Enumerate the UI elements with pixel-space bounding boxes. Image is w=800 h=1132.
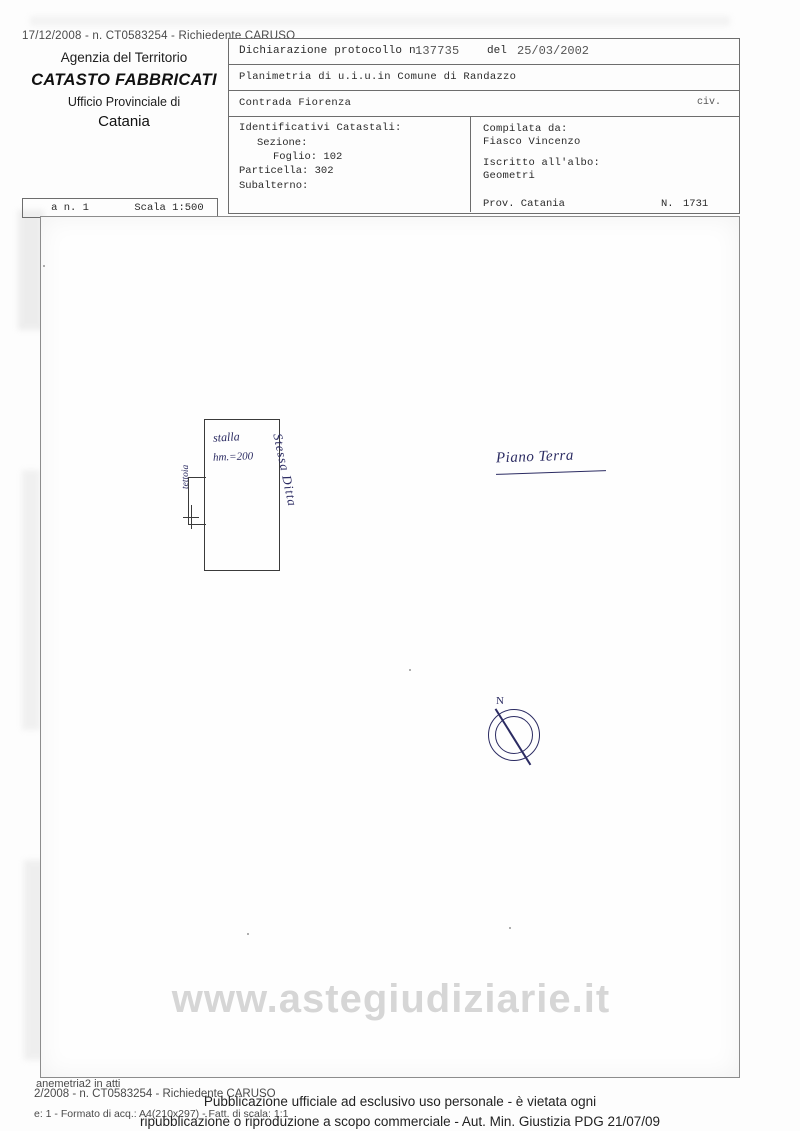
scan-smudge-top [30,16,730,26]
catasto-title: CATASTO FABBRICATI [31,71,217,89]
civic-number-label: civ. [696,97,721,108]
foglio-label: Foglio: [273,151,318,163]
format-stamp-bottom: e: 1 - Formato di acq.: A4(210x297) - Fatt. di scala: 1:1 [34,1108,289,1120]
register-value: Geometri [483,170,536,182]
declaration-row [229,39,739,65]
floor-label: Piano Terra [495,447,575,467]
sezione-label: Sezione: [257,137,308,149]
province-row [483,198,739,210]
identifiers-and-compiler-row [229,117,739,212]
declaration-date: 25/03/2002 [517,44,590,58]
compiler-cell [471,117,739,212]
north-circle-inner [495,716,533,754]
planimetry-row [229,65,739,91]
registration-number-value: 1731 [683,198,709,210]
declaration-number: 137735 [415,44,460,58]
cadastral-title: Identificativi Catastali: [239,122,402,134]
scale-value: Scala 1:500 [134,202,204,214]
sezione-row [239,137,470,149]
scan-speck [509,927,511,929]
room-area-annotation: hm.=200 [212,450,254,464]
office-city: Catania [98,113,150,130]
scan-speck [247,933,249,935]
scan-smudge-left-middle [22,470,40,730]
office-label: Ufficio Provinciale di [67,95,181,109]
compiled-by-label: Compilata da: [483,123,568,135]
foglio-row [239,151,470,163]
particella-label: Particella: [239,165,309,177]
north-letter: N [496,695,504,707]
compiled-by-name: Fiasco Vincenzo [483,136,581,148]
scan-speck [409,669,411,671]
publication-notice [0,1092,800,1132]
sheet-number: a n. 1 [51,202,89,214]
document-header [24,38,740,214]
frame-shading [41,217,739,1077]
notice-line-2: ripubblicazione o riproduzione a scopo commerciale - Aut. Min. Giustizia PDG 21/07/09 [139,1114,660,1129]
foglio-value: 102 [323,151,343,163]
header-left-block [24,38,224,214]
same-owner-annotation: Stessa Ditta [270,432,301,508]
locality-row [229,91,739,117]
locality-label: Contrada Fiorenza [239,97,352,109]
scan-speck [43,265,45,267]
sheet-note: anemetria2 in atti [36,1078,121,1090]
province-label: Prov. Catania [483,198,565,210]
particella-row [239,165,470,177]
subalterno-label: Subalterno: [239,180,309,192]
watermark: www.astegiudiziarie.it [171,977,611,1021]
agency-name: Agenzia del Territorio [60,50,188,65]
canopy-label: tettoia [181,464,191,489]
declaration-label: Dichiarazione protocollo n. [239,45,423,57]
registration-number-label: N. [661,198,674,210]
request-stamp-top: 17/12/2008 - n. CT0583254 - Richiedente CARUSO [22,30,296,42]
register-label: Iscritto all'albo: [483,157,601,169]
north-arrow [484,695,548,763]
compiler-spacer [483,148,739,156]
request-stamp-bottom: 2/2008 - n. CT0583254 - Richiedente CARUSO [34,1088,276,1100]
planimetry-description: Planimetria di u.i.u.in Comune di Randazzo [239,71,517,83]
particella-value: 302 [314,165,334,177]
planimetry-drawing-area [40,216,740,1078]
header-right-table [228,38,740,214]
declaration-del-label: del [487,45,507,57]
notice-line-1: Pubblicazione ufficiale ad esclusivo uso personale - è vietata ogni [203,1094,597,1109]
room-label-stalla: stalla [212,429,240,445]
cadastral-identifiers-cell [229,117,471,212]
scale-box [22,198,218,218]
subalterno-row [239,180,470,192]
canopy-tick-vertical [191,505,192,529]
floor-label-underline [496,470,606,475]
